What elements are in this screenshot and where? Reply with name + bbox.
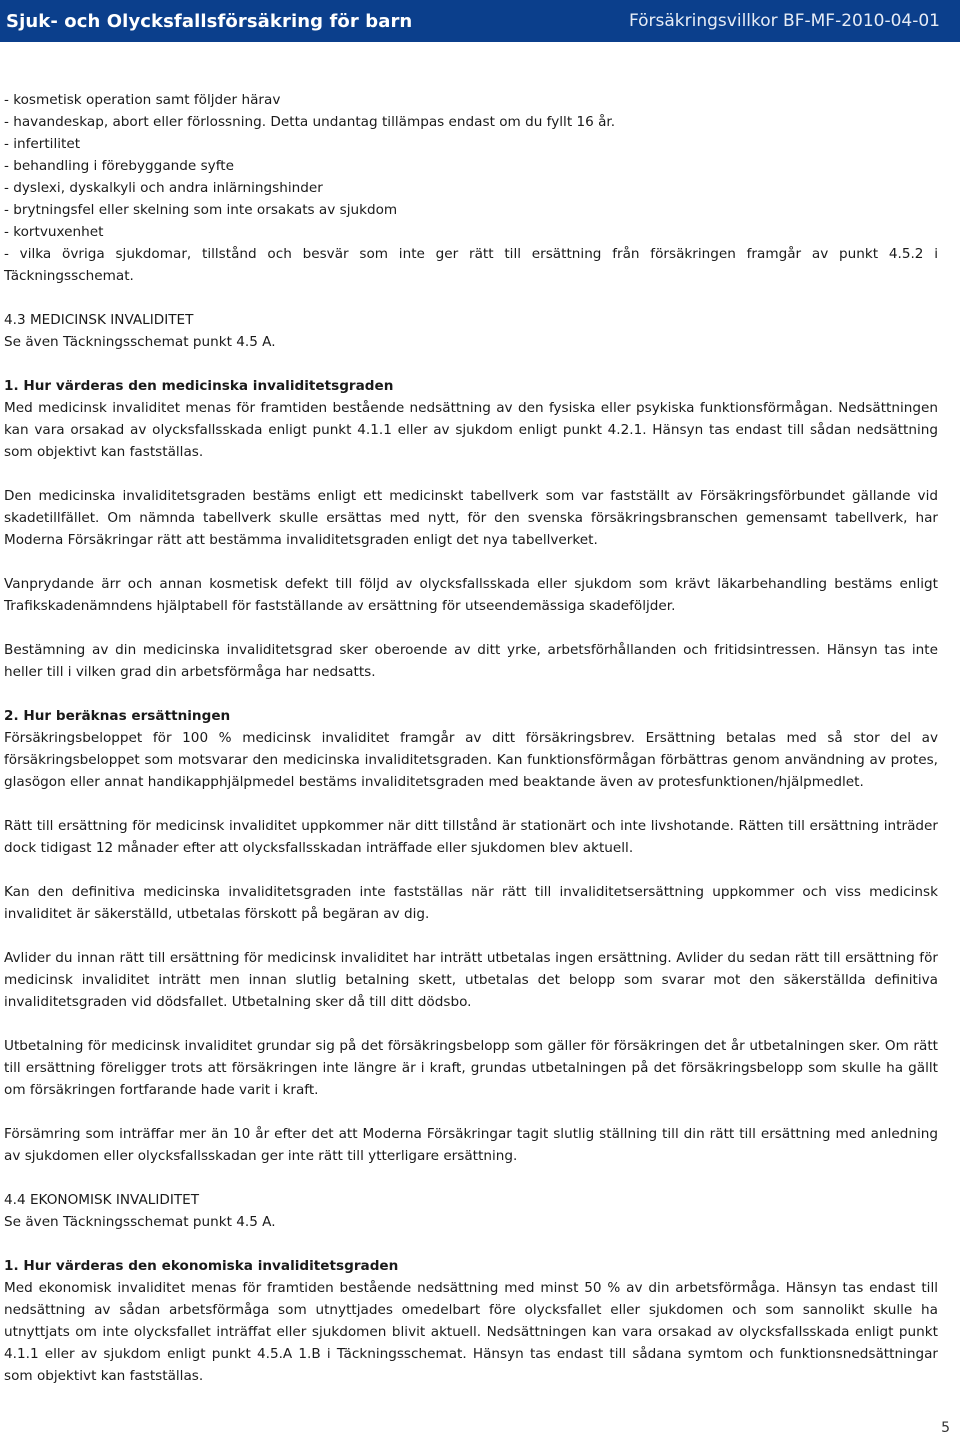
list-item: - brytningsfel eller skelning som inte orsakats av sjukdom — [4, 202, 398, 218]
heading-compensation: 2. Hur beräknas ersättningen — [4, 708, 231, 724]
see-also-medical: Se även Täckningsschemat punkt 4.5 A. — [4, 334, 276, 350]
list-item: - havandeskap, abort eller förlossning. Detta undantag tillämpas endast om du fyllt 16 år. — [4, 114, 616, 130]
paragraph: Med ekonomisk invaliditet menas för framtiden bestående nedsättning med minst 50 % av din arbetsförmåga. Hänsyn tas endast till nedsättning av sådan arbetsförmåga som utnyttjades omedelbart före olycksfallet eller sjukdomen och som sannolikt skulle ha utnyttjats om inte olycksfallet inträffat eller sjukdomen blivit aktuell. Nedsättningen kan vara orsakad av olycksfallsskada enligt punkt 4.1.1 eller av sjukdom enligt punkt 4.5.A 1.B i Täckningsschemat. Hänsyn tas endast till sådana symtom och funktionsnedsättningar som objektivt kan fastställas. — [4, 1280, 938, 1384]
page-header — [0, 0, 960, 42]
section-title-economic: 4.4 EKONOMISK INVALIDITET — [4, 1192, 200, 1208]
section-title-medical: 4.3 MEDICINSK INVALIDITET — [4, 312, 194, 328]
paragraph: Den medicinska invaliditetsgraden bestäms enligt ett medicinskt tabellverk som var fastställt av Försäkringsförbundet gällande vid skadetillfället. Om nämnda tabellverk skulle ersättas med nytt, för den svenska försäkringsbranschen gemensamt tabellverk, har Moderna Försäkringar rätt att bestämma invaliditetsgraden enligt det nya tabellverket. — [4, 488, 938, 548]
document-reference: Försäkringsvillkor BF-MF-2010-04-01 — [628, 11, 940, 31]
list-item: - dyslexi, dyskalkyli och andra inlärningshinder — [4, 180, 323, 196]
list-item: - kosmetisk operation samt följder härav — [4, 92, 281, 108]
paragraph: Försäkringsbeloppet för 100 % medicinsk invaliditet framgår av ditt försäkringsbrev. Ersättning betalas med så stor del av försäkringsbeloppet som motsvarar den medicinska invaliditetsgraden. Kan funktionsförmågan förbättras genom användning av protes, glasögon eller annat handikapphjälpmedel bestäms invaliditetsgraden med beaktande även av protesfunktionen/hjälpmedlet. — [4, 730, 938, 790]
paragraph: Kan den definitiva medicinska invaliditetsgraden inte fastställas när rätt till invaliditetsersättning uppkommer och viss medicinsk invaliditet är säkerställd, utbetalas förskott på begäran av dig. — [4, 884, 938, 922]
paragraph: Med medicinsk invaliditet menas för framtiden bestående nedsättning av den fysiska eller psykiska funktionsförmågan. Nedsättningen kan vara orsakad av olycksfallsskada enligt punkt 4.1.1 eller av sjukdom enligt punkt 4.2.1. Hänsyn tas endast till sådan nedsättning som objektivt kan fastställas. — [4, 400, 938, 460]
paragraph: Utbetalning för medicinsk invaliditet grundar sig på det försäkringsbelopp som gäller för försäkringen det år utbetalningen sker. Om rätt till ersättning föreligger trots att försäkringen inte längre är i kraft, grundas utbetalningen på det försäkringsbelopp som skulle ha gällt om försäkringen fortfarande hade varit i kraft. — [4, 1038, 938, 1098]
paragraph: Avlider du innan rätt till ersättning för medicinsk invaliditet har inträtt utbetalas ingen ersättning. Avlider du sedan rätt till ersättning för medicinsk invaliditet inträtt men innan slutlig betalning skett, utbetalas det belopp som svarar mot den säkerställda definitiva invaliditetsgraden vid dödsfallet. Utbetalning sker då till ditt dödsbo. — [4, 950, 938, 1010]
page-content — [4, 89, 938, 1387]
document-title: Sjuk- och Olycksfallsförsäkring för barn — [6, 10, 413, 32]
paragraph: Försämring som inträffar mer än 10 år efter det att Moderna Försäkringar tagit slutlig ställning till din rätt till ersättning med anledning av sjukdomen eller olycksfallsskadan ger inte rätt till ytterligare ersättning. — [4, 1126, 938, 1164]
list-item: - behandling i förebyggande syfte — [4, 158, 234, 174]
paragraph: Bestämning av din medicinska invaliditetsgrad sker oberoende av ditt yrke, arbetsförhållanden och fritidsintressen. Hänsyn tas inte heller till i vilken grad din arbetsförmåga har nedsatts. — [4, 642, 938, 680]
list-item: - vilka övriga sjukdomar, tillstånd och besvär som inte ger rätt till ersättning från försäkringen framgår av punkt 4.5.2 i Täckningsschemat. — [4, 246, 938, 284]
heading-economic-valuation: 1. Hur värderas den ekonomiska invaliditetsgraden — [4, 1258, 399, 1274]
exclusion-list — [4, 89, 938, 287]
see-also-economic: Se även Täckningsschemat punkt 4.5 A. — [4, 1214, 276, 1230]
paragraph: Vanprydande ärr och annan kosmetisk defekt till följd av olycksfallsskada eller sjukdom som krävt läkarbehandling bestäms enligt Trafikskadenämndens hjälptabell för fastställande av ersättning för utseendemässiga skadeföljder. — [4, 576, 938, 614]
heading-medical-valuation: 1. Hur värderas den medicinska invaliditetsgraden — [4, 378, 394, 394]
list-item: - kortvuxenhet — [4, 224, 104, 240]
paragraph: Rätt till ersättning för medicinsk invaliditet uppkommer när ditt tillstånd är stationärt och inte livshotande. Rätten till ersättning inträder dock tidigast 12 månader efter att olycksfallsskadan inträffade eller sjukdomen blev aktuell. — [4, 818, 938, 856]
page-number: 5 — [941, 1420, 950, 1436]
list-item: - infertilitet — [4, 136, 81, 152]
